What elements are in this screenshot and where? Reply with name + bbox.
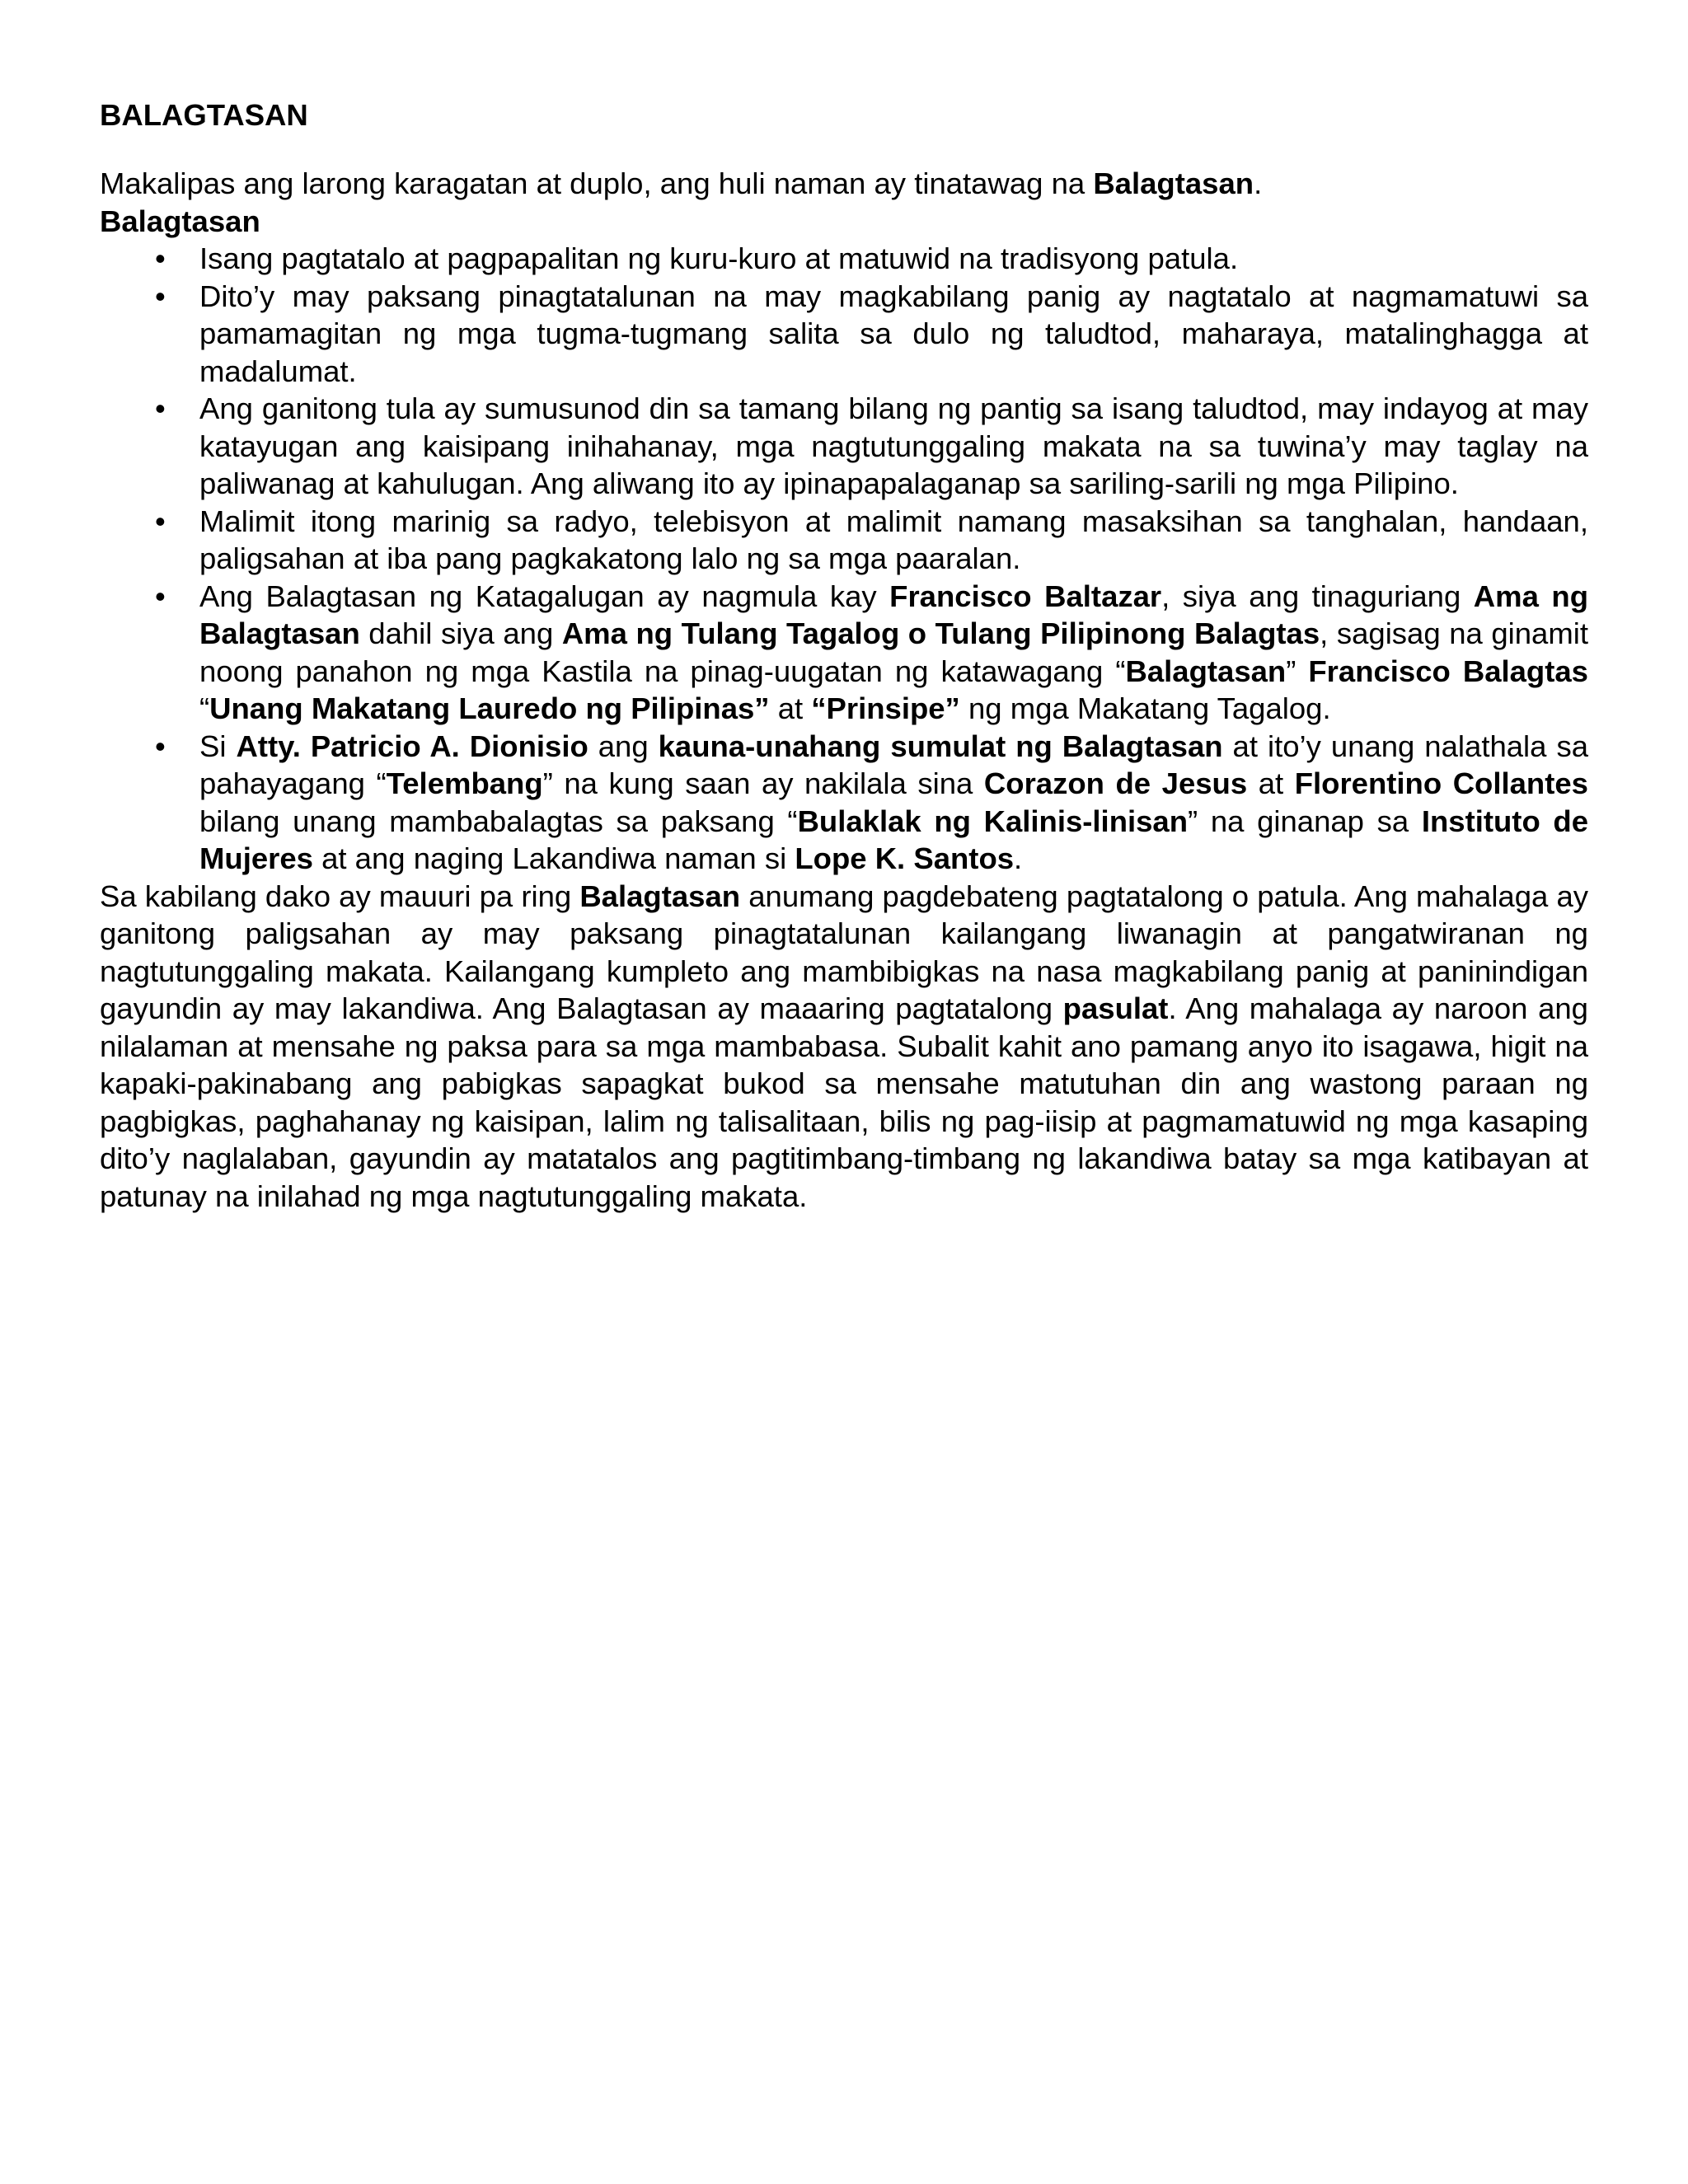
bullet-text: Dito’y may paksang pinagtatalunan na may magkabilang panig ay nagtatalo at nagmamatuwi sa pamamagitan ng mga tugma-tugmang salita sa dulo ng taludtod, maharaya, matalinghagga at madalumat. [199,279,1588,388]
bullet-text: dahil siya ang [359,616,562,650]
bullet-text: ang [588,729,659,763]
document-title: BALAGTASAN [100,98,308,132]
bold-term-ama-ng-balagtasan: Ama ng Balagtasan [199,579,1589,650]
bold-term-prinsipe: “Prinsipe” [811,691,960,725]
bullet-text: , siya ang tinaguriang [1161,579,1474,613]
bullet-text: Isang pagtatalo at pagpapalitan ng kuru-kuro at matuwid na tradisyong patula. [199,241,1239,275]
bullet-icon: • [155,504,166,538]
bullet-text: . [1014,841,1023,875]
bullet-icon: • [155,729,166,763]
bullet-item-2 [100,278,1588,391]
intro-paragraph [100,165,1588,203]
bold-name-francisco-balagtas: Francisco Balagtas [1308,654,1588,688]
bullet-text: Malimit itong marinig sa radyo, telebisyon at malimit namang masaksihan sa tanghalan, handaan, paligsahan at iba pang pagkakatong lalo ng sa mga paaralan. [199,504,1588,575]
bullet-icon: • [155,241,166,275]
bold-term-telembang: Telembang [386,766,543,800]
bullet-icon: • [155,279,166,313]
bullet-text: at [769,691,812,725]
bullet-item-5 [100,578,1588,728]
bullet-icon: • [155,579,166,613]
closing-text: . Ang mahalaga ay naroon ang nilalaman at mensahe ng paksa para sa mga mambabasa. Subalit kahit ano pamang anyo ito isagawa, higit na kapaki-pakinabang ang pabigkas sapagkat bukod sa mensahe matutuhan din ang wastong paraan ng pagbigkas, paghahanay ng kaisipan, lalim ng talisalitaan, bilis ng pag-iisip at pagmamatuwid ng mga kasaping dito’y naglalaban, gayundin ay matatalos ang pagtitimbang-timbang ng lakandiwa batay sa mga katibayan at patunay na inilahad ng mga nagtutunggaling makata. [100,991,1588,1213]
bullet-item-3 [100,390,1588,503]
bullet-list [100,240,1588,878]
bold-term-ama-ng-tulang-tagalog: Ama ng Tulang Tagalog o Tulang Pilipinong Balagtas [561,616,1320,650]
bold-term-instituto-de-mujeres: Instituto de Mujeres [199,804,1589,875]
bold-term-kauna-unahang: kauna-unahang sumulat ng Balagtasan [658,729,1223,763]
section-heading: Balagtasan [100,204,260,238]
bullet-text: Si [199,729,237,763]
bullet-text: ” [1286,654,1309,688]
bullet-text: bilang unang mambabalagtas sa paksang “ [199,804,798,838]
closing-paragraph [100,878,1588,1216]
bullet-text: at ang naging Lakandiwa naman si [312,841,795,875]
intro-text: Makalipas ang larong karagatan at duplo, ang huli naman ay tinatawag na [100,166,1094,200]
bold-term-bulaklak: Bulaklak ng Kalinis-linisan [797,804,1189,838]
bold-term-balagtasan: Balagtasan [579,879,741,913]
bold-name-patricio-dionisio: Atty. Patricio A. Dionisio [236,729,588,763]
bold-term-pasulat: pasulat [1062,991,1169,1025]
bold-name-florentino-collantes: Florentino Collantes [1294,766,1588,800]
closing-text: anumang pagdebateng pagtatalong o patula. Ang mahalaga ay ganitong paligsahan ay may paksang pinagtatalunan kailangang liwanagin at pangatwiranan ng nagtutunggaling makata. Kailangang kumpleto ang mambibigkas na nasa magkabilang panig at paninindigan gayundin ay may lakandiwa. Ang Balagtasan ay maaaring pagtatalong [100,879,1589,1025]
bullet-text: at ito’y unang nalathala sa pahayagang “ [199,729,1588,800]
bullet-icon: • [155,391,166,425]
bullet-text: ng mga Makatang Tagalog. [959,691,1331,725]
bullet-item-4 [100,503,1588,578]
bullet-text: ” na kung saan ay nakilala sina [542,766,984,800]
bold-name-francisco-baltazar: Francisco Baltazar [889,579,1162,613]
bullet-text: Ang ganitong tula ay sumusunod din sa tamang bilang ng pantig sa isang taludtod, may indayog at may katayugan ang kaisipang inihahanay, mga nagtutunggaling makata na sa tuwina’y may taglay na paliwanag at kahulugan. Ang aliwang ito ay ipinapapalaganap sa sariling-sarili ng mga Pilipino. [199,391,1588,500]
bold-name-lope-k-santos: Lope K. Santos [795,841,1015,875]
closing-text: Sa kabilang dako ay mauuri pa ring [100,879,580,913]
bullet-text: at [1247,766,1295,800]
document-page [100,92,1588,1215]
bullet-text: , sagisag na ginamit noong panahon ng mga Kastila na pinag-uugatan ng katawagang “ [199,616,1588,688]
bullet-text: Ang Balagtasan ng Katagalugan ay nagmula kay [199,579,890,613]
bullet-text: “ [199,691,210,725]
bold-term-balagtasan: Balagtasan [1125,654,1287,688]
intro-bold-term: Balagtasan [1093,166,1254,200]
bullet-item-1 [100,240,1588,278]
bold-name-corazon-de-jesus: Corazon de Jesus [983,766,1248,800]
bullet-item-6 [100,728,1588,878]
bold-term-unang-makatang: Unang Makatang Lauredo ng Pilipinas” [209,691,770,725]
bullet-text: ” na ginanap sa [1188,804,1422,838]
intro-end: . [1254,166,1263,200]
